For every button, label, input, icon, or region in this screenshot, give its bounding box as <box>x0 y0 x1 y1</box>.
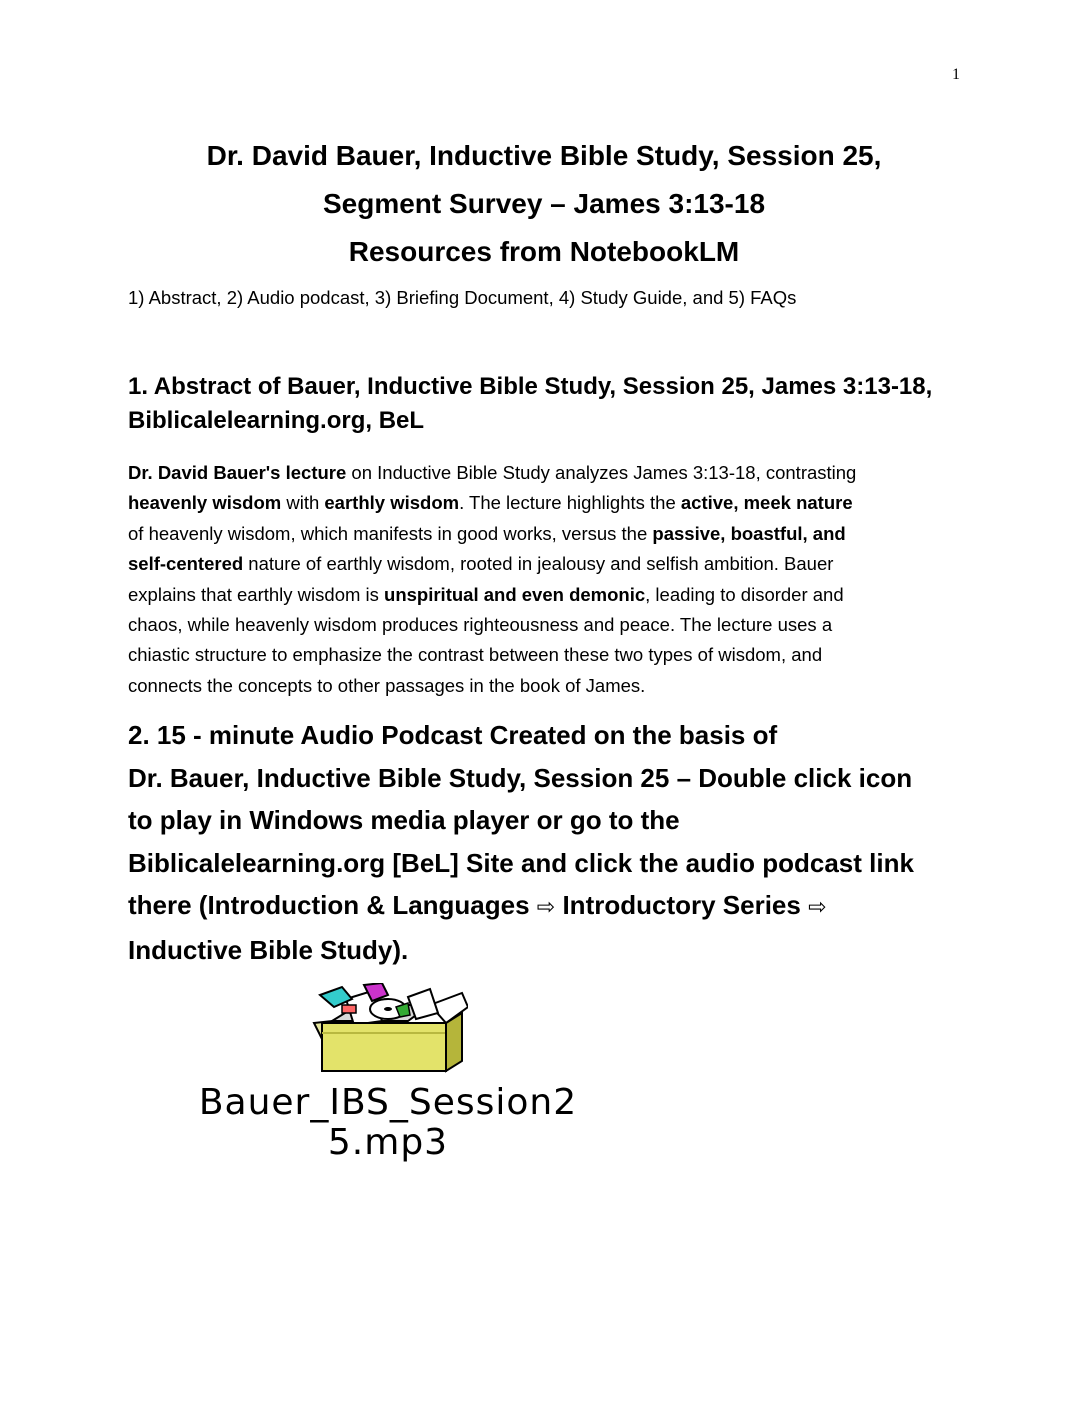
text-run: chiastic structure to emphasize the contrast between these two types of wisdom, and <box>128 644 823 666</box>
title-line: Dr. David Bauer, Inductive Bible Study, Session 25, <box>206 140 882 171</box>
heading-fragment: Introductory Series <box>555 890 809 920</box>
bold-phrase: earthly wisdom <box>324 492 460 514</box>
abstract-line <box>128 610 960 640</box>
text-run: of heavenly wisdom, which manifests in good works, versus the <box>128 522 653 544</box>
abstract-line <box>128 640 960 670</box>
document-title <box>128 132 960 276</box>
text-run: , leading to disorder and <box>645 583 844 605</box>
bold-phrase: heavenly wisdom <box>128 492 282 514</box>
heading-line: 1. Abstract of Bauer, Inductive Bible Study, Session 25, James 3:13-18, <box>128 373 933 400</box>
bold-phrase: self-centered <box>128 553 244 575</box>
filename-line: 5.mp3 <box>327 1122 449 1163</box>
text-run: on Inductive Bible Study analyzes James 3:13-18, contrasting <box>346 462 857 483</box>
text-run: chaos, while heavenly wisdom produces righteousness and peace. The lecture uses a <box>128 614 833 636</box>
filename-line: Bauer_IBS_Session2 <box>198 1082 578 1123</box>
heading-line: to play in Windows media player or go to the <box>128 805 680 835</box>
heading-line: Dr. Bauer, Inductive Bible Study, Session 25 – Double click icon <box>128 762 913 793</box>
abstract-line <box>128 458 960 488</box>
abstract-line <box>128 519 960 549</box>
bold-phrase: active, meek nature <box>680 492 853 514</box>
heading-line: Biblicalelearning.org, BeL <box>128 407 425 434</box>
package-icon[interactable] <box>312 983 468 1073</box>
page-number: 1 <box>952 66 960 83</box>
abstract-heading <box>128 370 960 438</box>
title-line: Resources from NotebookLM <box>348 236 740 267</box>
bold-phrase: Dr. David Bauer's lecture <box>128 462 347 483</box>
heading-line: Biblicalelearning.org [BeL] Site and click the audio podcast link <box>128 847 914 878</box>
podcast-heading <box>128 714 968 971</box>
abstract-line <box>128 488 960 518</box>
text-run: nature of earthly wisdom, rooted in jealousy and selfish ambition. Bauer <box>243 553 834 575</box>
text-run: explains that earthly wisdom is <box>128 583 385 605</box>
arrow-right-icon: ⇨ <box>808 894 827 919</box>
title-line: Segment Survey – James 3:13-18 <box>322 188 766 219</box>
heading-line <box>128 884 968 929</box>
abstract-line <box>128 580 960 610</box>
abstract-paragraph <box>128 458 960 701</box>
attachment-filename[interactable] <box>118 1083 658 1163</box>
text-run: . The lecture highlights the <box>459 492 681 514</box>
heading-line: Inductive Bible Study). <box>128 934 409 965</box>
text-run: connects the concepts to other passages in the book of James. <box>128 674 646 696</box>
abstract-line <box>128 671 960 701</box>
arrow-right-icon: ⇨ <box>536 894 556 919</box>
text-run: with <box>281 492 325 514</box>
abstract-line <box>128 549 960 579</box>
bold-phrase: unspiritual and even demonic <box>384 583 646 605</box>
contents-line: 1) Abstract, 2) Audio podcast, 3) Briefing Document, 4) Study Guide, and 5) FAQs <box>128 287 797 308</box>
heading-line: 2. 15 - minute Audio Podcast Created on the basis of <box>128 720 778 750</box>
heading-fragment: there (Introduction & Languages <box>128 890 537 920</box>
bold-phrase: passive, boastful, and <box>652 522 846 544</box>
